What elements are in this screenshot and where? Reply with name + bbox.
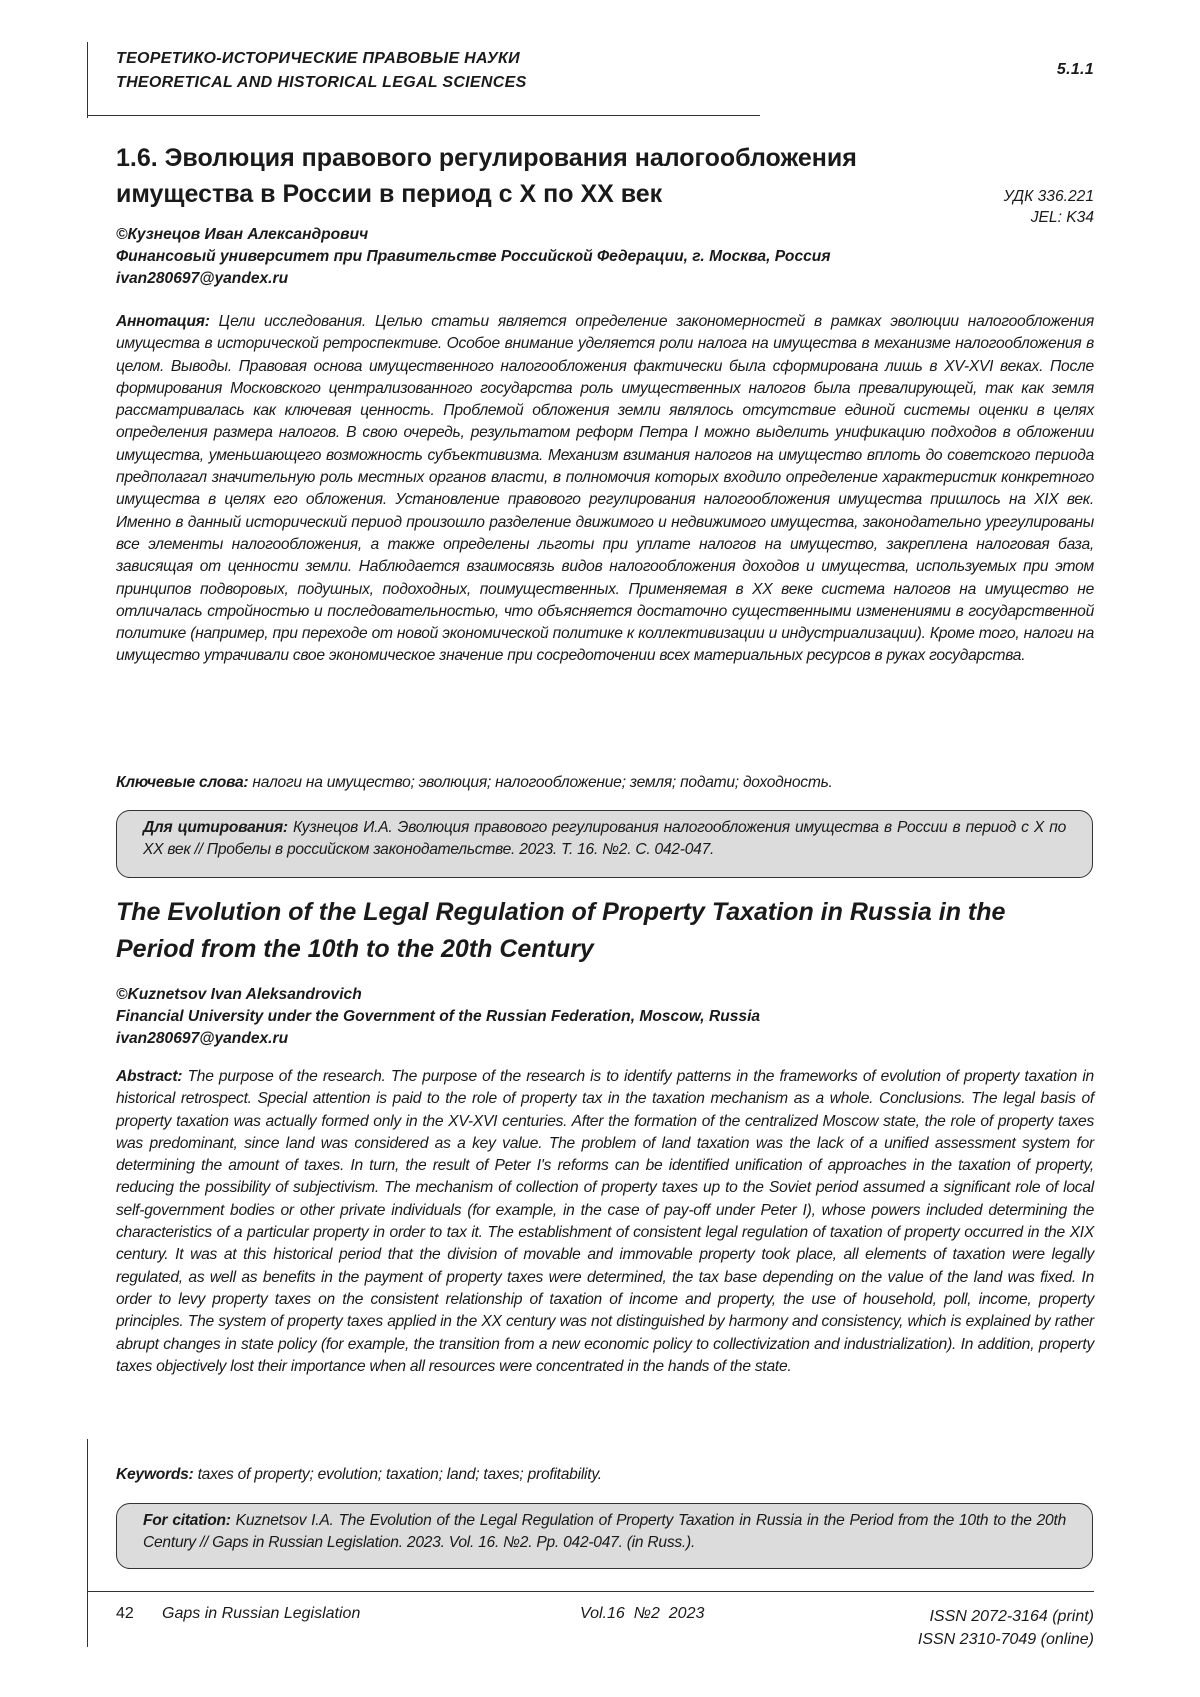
section-code: 5.1.1	[1057, 61, 1094, 79]
classification	[1004, 186, 1094, 228]
author-name: ©Kuznetsov Ivan Aleksandrovich	[116, 984, 760, 1006]
header-vertical-rule	[87, 42, 88, 118]
author-name: ©Кузнецов Иван Александрович	[116, 224, 831, 246]
author-affiliation: Financial University under the Government of the Russian Federation, Moscow, Russia	[116, 1006, 760, 1028]
keywords-label: Ключевые слова:	[116, 774, 248, 791]
issue-info: Vol.16 №2 2023	[580, 1605, 704, 1623]
section-title-ru: ТЕОРЕТИКО-ИСТОРИЧЕСКИЕ ПРАВОВЫЕ НАУКИ	[116, 50, 520, 68]
issn-online: ISSN 2310-7049 (online)	[918, 1628, 1094, 1651]
jel-code: JEL: K34	[1004, 207, 1094, 228]
issn-block	[918, 1605, 1094, 1651]
citation-label: Для цитирования:	[143, 819, 288, 836]
section-title-en: THEORETICAL AND HISTORICAL LEGAL SCIENCES	[116, 74, 527, 92]
author-info-ru	[116, 224, 831, 290]
keywords-label: Keywords:	[116, 1466, 193, 1483]
keywords-en	[116, 1464, 1094, 1486]
author-info-en	[116, 984, 760, 1050]
citation-label: For citation:	[143, 1512, 231, 1529]
keywords-ru	[116, 772, 1094, 794]
keywords-text: taxes of property; evolution; taxation; land; taxes; profitability.	[198, 1466, 602, 1483]
page-number: 42	[116, 1605, 134, 1623]
footer-horizontal-rule	[87, 1591, 1094, 1592]
citation-box-ru	[116, 810, 1093, 878]
abstract-text: The purpose of the research. The purpose of the research is to identify patterns in the frameworks of evolution of property taxation in historical retrospect. Special attention is paid to the role of property tax in the taxation mechanism as a whole. Conclusions. The legal basis of property taxation was actually formed only in the XV-XVI centuries. After the formation of the centralized Moscow state, the role of property taxes was predominant, since land was considered as a key value. The problem of land taxation was the lack of a unified assessment system for determining the amount of taxes. In turn, the result of Peter I's reforms can be identified unification of approaches in the taxation of property, reducing the possibility of subjectivism. The mechanism of collection of property taxes up to the Soviet period assumed a significant role of local self-government bodies or other private individuals (for example, in the case of pay-off under Peter I), whose powers included determining the characteristics of a particular property in order to tax it. The establishment of consistent legal regulation of taxation of property occurred in the XIX century. It was at this historical period that the division of movable and immovable property took place, all elements of taxation were legally regulated, as well as benefits in the payment of property taxes were determined, the tax base depending on the value of the land was fixed. In order to levy property taxes on the consistent relationship of taxation of income and property, the use of household, poll, income, property principles. The system of property taxes applied in the XX century was not distinguished by harmony and consistency, which is explained by rather abrupt changes in state policy (for example, the transition from a new economic policy to collectivization and industrialization). In addition, property taxes objectively lost their importance when all resources were concentrated in the hands of the state.	[116, 1068, 1094, 1375]
author-affiliation: Финансовый университет при Правительстве Российской Федерации, г. Москва, Россия	[116, 246, 831, 268]
keywords-text: налоги на имущество; эволюция; налогообложение; земля; подати; доходность.	[252, 774, 832, 791]
citation-box-en	[116, 1503, 1093, 1569]
abstract-label: Abstract:	[116, 1068, 182, 1085]
abstract-en	[116, 1066, 1094, 1378]
article-title-en: The Evolution of the Legal Regulation of Property Taxation in Russia in the Period from the 10th to the 20th Century	[116, 894, 1076, 968]
abstract-ru	[116, 311, 1094, 668]
abstract-label: Аннотация:	[116, 313, 210, 330]
author-email: ivan280697@yandex.ru	[116, 1028, 760, 1050]
article-title-ru: 1.6. Эволюция правового регулирования налогообложения имущества в России в период с X по XX век	[116, 140, 996, 212]
citation-text: Кузнецов И.А. Эволюция правового регулирования налогообложения имущества в России в период с X по XX век // Пробелы в российском законодательстве. 2023. Т. 16. №2. С. 042-047.	[143, 819, 1066, 858]
issn-print: ISSN 2072-3164 (print)	[918, 1605, 1094, 1628]
journal-name: Gaps in Russian Legislation	[162, 1605, 360, 1623]
citation-text: Kuznetsov I.A. The Evolution of the Legal Regulation of Property Taxation in Russia in the Period from the 10th to the 20th Century // Gaps in Russian Legislation. 2023. Vol. 16. №2. Pp. 042-047. (in Russ.).	[143, 1512, 1066, 1551]
footer-vertical-rule	[87, 1439, 88, 1647]
udk-code: УДК 336.221	[1004, 186, 1094, 207]
abstract-text: Цели исследования. Целью статьи является определение закономерностей в рамках эволюции налогообложения имущества в исторической ретроспективе. Особое внимание уделяется роли налога на имущества в механизме налогообложения в целом. Выводы. Правовая основа имущественного налогообложения фактически была сформирована лишь в XV-XVI веках. После формирования Московского централизованного государства роль имущественных налогов была превалирующей, так как земля рассматривалась как ключевая ценность. Проблемой обложения земли являлось отсутствие единой системы оценки в целях определения размера налогов. В свою очередь, результатом реформ Петра I можно выделить унификацию подходов в обложении имущества, уменьшающего возможность субъективизма. Механизм взимания налогов на имущество вплоть до советского периода предполагал значительную роль местных органов власти, в полномочия которых входило определение характеристик конкретного имущества в целях его обложения. Установление правового регулирования налогообложения имущества пришлось на XIX век. Именно в данный исторический период произошло разделение движимого и недвижимого имущества, законодательно урегулированы все элементы налогообложения, а также определены льготы при уплате налогов на имущество, закреплена налоговая база, зависящая от ценности земли. Наблюдается взаимосвязь видов налогообложения доходов и имущества, используемых при этом принципов подворовых, подушных, подоходных, поимущественных. Применяемая в XX веке система налогов на имущество не отличалась стройностью и последовательностью, что объясняется достаточно существенными изменениями в государственной политике (например, при переходе от новой экономической политике к коллективизации и индустриализации). Кроме того, налоги на имущество утрачивали свое экономическое значение при сосредоточении всех материальных ресурсов в руках государства.	[116, 313, 1094, 664]
header-horizontal-rule	[87, 115, 760, 116]
author-email: ivan280697@yandex.ru	[116, 268, 831, 290]
